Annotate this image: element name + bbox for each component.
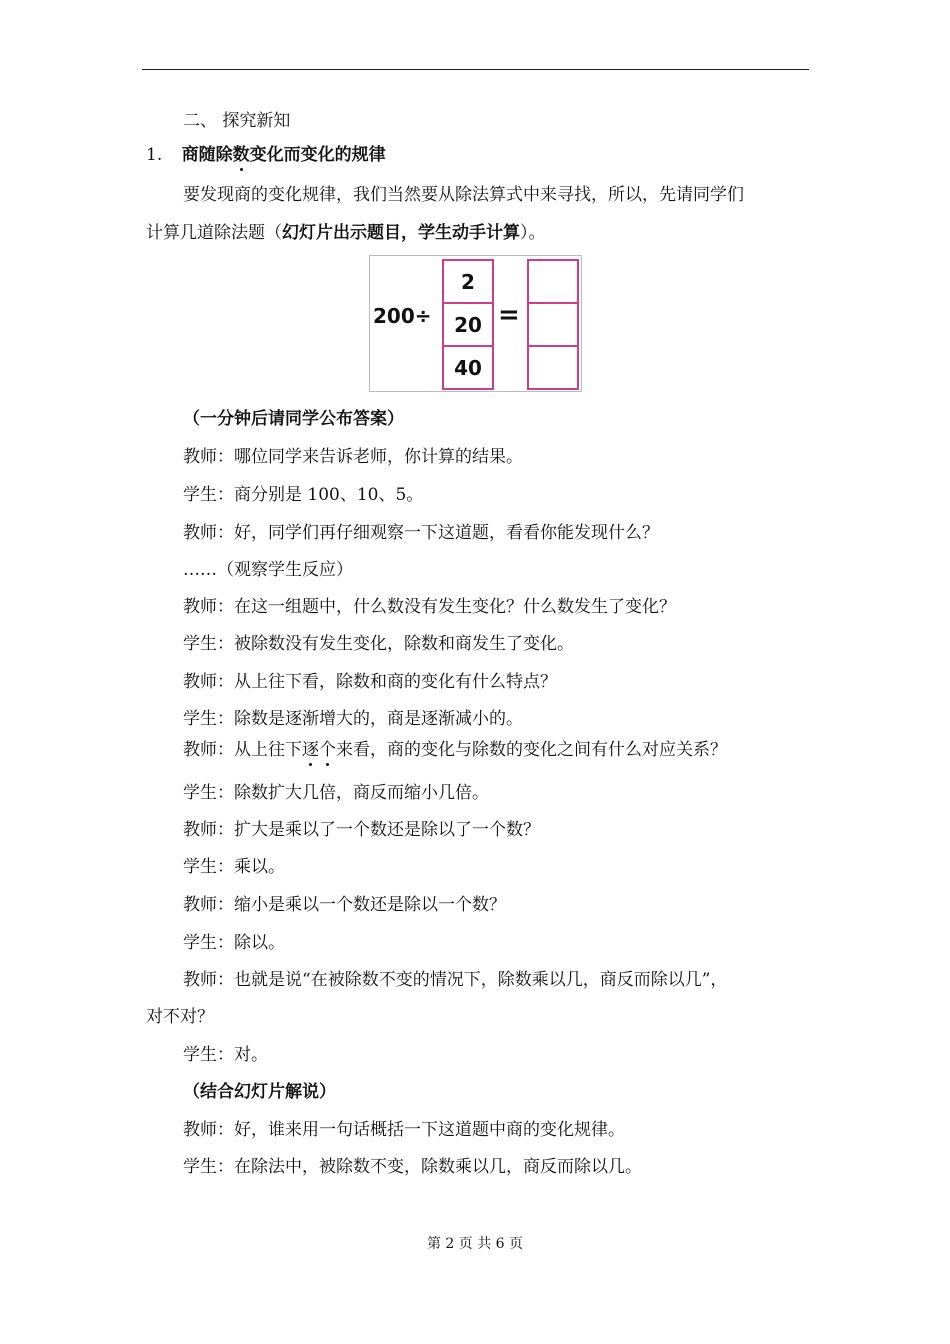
divisor-cell: 40 [442,345,494,390]
dialogue-line-dotted: 教师：从上往下逐个来看，商的变化与除数的变化之间有什么对应关系？ [183,735,727,760]
dialogue-line: 学生：乘以。 [183,857,285,877]
dialogue-line: 学生：在除法中，被除数不变，除数乘以几，商反而除以几。 [183,1157,642,1177]
answer-cell [527,259,579,304]
dialogue-line: 教师：哪位同学来告诉老师，你计算的结果。 [183,447,523,467]
subsection-title [146,140,386,165]
intro-line-2: 计算几道除法题（幻灯片出示题目，学生动手计算）。 [146,223,546,243]
page-footer: 第 2 页 共 6 页 [426,1236,524,1252]
section-heading: 二、 探究新知 [183,111,291,131]
dialogue-line: 教师：扩大是乘以了一个数还是除以了一个数？ [183,820,540,840]
dialogue-line: 学生：除数扩大几倍，商反而缩小几倍。 [183,783,489,803]
answer-cells [527,259,577,390]
dialogue-line: 教师：在这一组题中，什么数没有发生变化？什么数发生了变化？ [183,597,676,617]
divisor-cell: 20 [442,302,494,347]
dialogue-line: 学生：除以。 [183,933,285,953]
note-announce: （一分钟后请同学公布答案） [183,409,404,429]
answer-cell [527,345,579,390]
note-slide-explain: （结合幻灯片解说） [183,1082,336,1102]
dialogue-line: 学生：对。 [183,1045,268,1065]
divisor-cell: 2 [442,259,494,304]
division-figure [369,255,582,392]
answer-cell [527,302,579,347]
subsection-title-text: 商随除数变化而变化的规律 [182,145,386,165]
dialogue-line: 教师：好，同学们再仔细观察一下这道题，看看你能发现什么？ [183,523,659,543]
dialogue-line: ……（观察学生反应） [183,560,353,580]
wrap-line-1: 教师：也就是说“在被除数不变的情况下，除数乘以几，商反而除以几”， [183,970,728,990]
header-rule [142,69,809,70]
subsection-number: 1. [146,145,163,165]
dialogue-line: 教师：从上往下看，除数和商的变化有什么特点？ [183,672,557,692]
wrap-line-2: 对不对？ [146,1007,214,1027]
dialogue-line: 学生：商分别是 100、10、5。 [183,485,424,505]
intro-line-1: 要发现商的变化规律，我们当然要从除法算式中来寻找，所以，先请同学们 [183,185,744,205]
divisor-cells [442,259,492,390]
dialogue-line: 学生：除数是逐渐增大的，商是逐渐减小的。 [183,709,523,729]
dialogue-line: 教师：缩小是乘以一个数还是除以一个数？ [183,895,506,915]
dividend-label: 200÷ [373,304,432,328]
dialogue-line: 学生：被除数没有发生变化，除数和商发生了变化。 [183,634,574,654]
dialogue-line: 教师：好，谁来用一句话概括一下这道题中商的变化规律。 [183,1120,625,1140]
equals-sign: = [498,300,520,330]
